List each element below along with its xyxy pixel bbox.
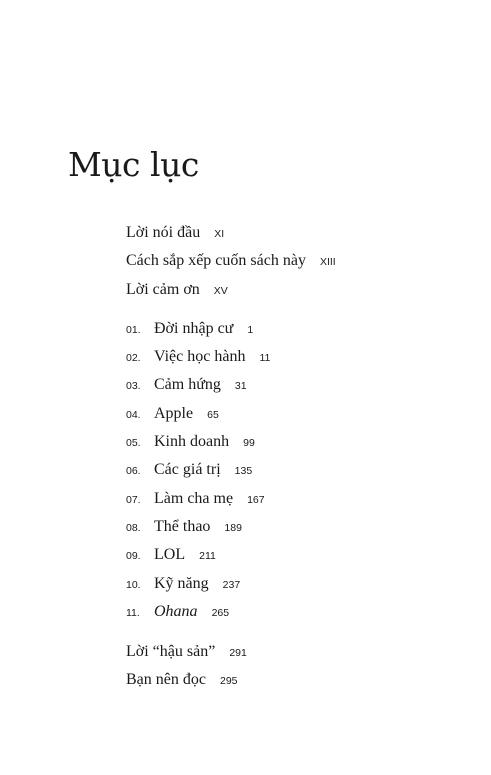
toc-entry-back-2 bbox=[126, 670, 238, 691]
entry-label: Thể thao bbox=[154, 518, 211, 535]
entry-label: Kinh doanh bbox=[154, 433, 230, 450]
entry-page-number: 237 bbox=[222, 579, 241, 591]
toc-entry-chapter-01 bbox=[126, 319, 253, 340]
toc-entry-chapter-08 bbox=[126, 517, 242, 538]
toc-entry-back-1 bbox=[126, 642, 247, 663]
entry-page-number: 99 bbox=[243, 437, 255, 449]
chapter-number: 03. bbox=[126, 380, 141, 392]
page-title: Mục lục bbox=[68, 145, 199, 184]
entry-label: Kỹ năng bbox=[154, 575, 209, 592]
chapter-number: 11. bbox=[126, 607, 140, 619]
chapter-number: 01. bbox=[126, 324, 141, 336]
entry-label: Cảm hứng bbox=[154, 376, 221, 393]
entry-label: Ohana bbox=[154, 603, 198, 620]
toc-entry-front-2 bbox=[126, 251, 336, 272]
toc-entry-chapter-10 bbox=[126, 574, 240, 595]
entry-page-number: XIII bbox=[319, 256, 336, 268]
entry-label: Việc học hành bbox=[154, 348, 246, 365]
toc-entry-chapter-11 bbox=[126, 602, 229, 623]
entry-label: Các giá trị bbox=[154, 461, 221, 478]
entry-page-number: 65 bbox=[207, 409, 219, 421]
entry-page-number: XV bbox=[213, 285, 228, 297]
entry-page-number: 1 bbox=[247, 324, 254, 336]
toc-entry-chapter-04 bbox=[126, 404, 219, 425]
entry-label: Lời cảm ơn bbox=[126, 281, 200, 298]
chapter-number: 05. bbox=[126, 437, 141, 449]
entry-label: Cách sắp xếp cuốn sách này bbox=[126, 252, 306, 269]
entry-label: Lời “hậu sản” bbox=[126, 643, 216, 660]
entry-page-number: 211 bbox=[199, 550, 216, 562]
entry-page-number: 11 bbox=[259, 352, 271, 364]
entry-page-number: 135 bbox=[234, 465, 253, 477]
toc-entry-front-1 bbox=[126, 223, 224, 244]
entry-page-number: 291 bbox=[229, 647, 247, 659]
entry-label: Apple bbox=[154, 405, 194, 422]
entry-page-number: 31 bbox=[234, 380, 247, 392]
toc-entry-chapter-07 bbox=[126, 489, 265, 510]
chapter-number: 06. bbox=[126, 465, 141, 477]
toc-entry-chapter-05 bbox=[126, 432, 255, 453]
entry-label: Đời nhập cư bbox=[154, 320, 234, 337]
entry-label: LOL bbox=[154, 546, 186, 563]
chapter-number: 10. bbox=[126, 579, 141, 591]
entry-label: Làm cha mẹ bbox=[154, 490, 234, 507]
entry-page-number: 167 bbox=[247, 494, 265, 506]
chapter-number: 09. bbox=[126, 550, 141, 562]
entry-page-number: 189 bbox=[224, 522, 242, 534]
chapter-number: 07. bbox=[126, 494, 141, 506]
toc-entry-chapter-02 bbox=[126, 347, 270, 368]
toc-entry-chapter-03 bbox=[126, 375, 247, 396]
entry-label: Bạn nên đọc bbox=[126, 671, 206, 688]
chapter-number: 08. bbox=[126, 522, 141, 534]
toc-entry-chapter-09 bbox=[126, 545, 216, 566]
toc-entry-chapter-06 bbox=[126, 460, 252, 481]
entry-page-number: 265 bbox=[211, 607, 230, 619]
entry-page-number: 295 bbox=[219, 675, 238, 687]
entry-page-number: XI bbox=[214, 228, 225, 240]
chapter-number: 04. bbox=[126, 409, 141, 421]
toc-entry-front-3 bbox=[126, 280, 228, 301]
chapter-number: 02. bbox=[126, 352, 141, 364]
entry-label: Lời nói đầu bbox=[126, 224, 201, 241]
